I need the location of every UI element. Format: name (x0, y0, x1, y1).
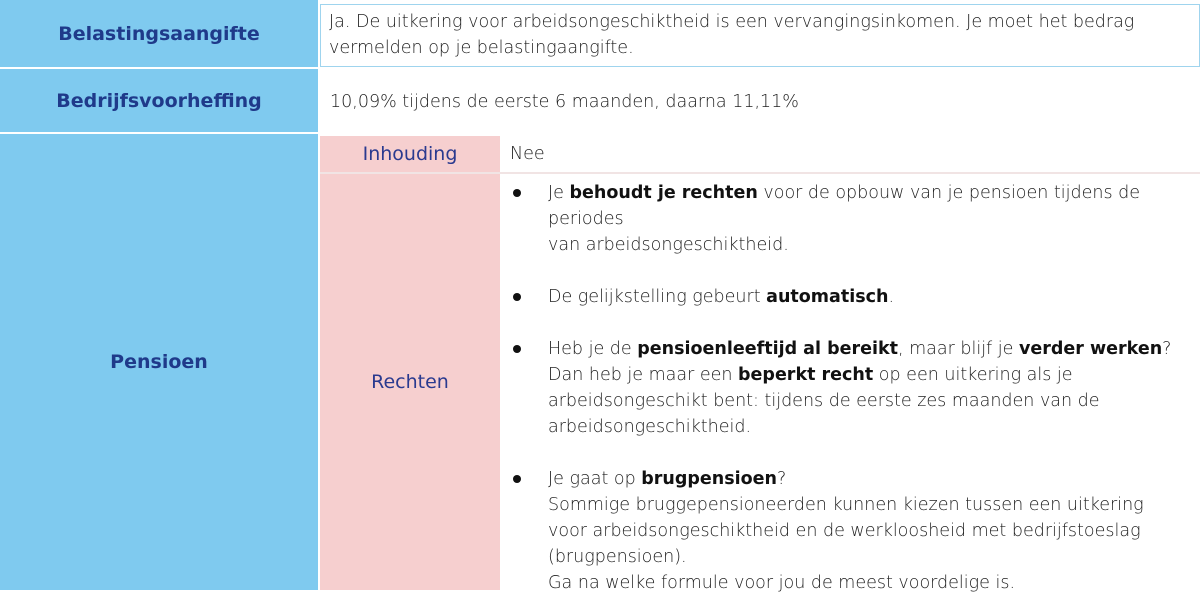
rechten-bullet-list (502, 180, 1200, 596)
bullet-3-line2: Dan heb je maar een beperkt recht op een uitkering als je (548, 365, 1073, 385)
bedrijfsvoorheffing-text: 10,09% tijdens de eerste 6 maanden, daarna 11,11% (330, 92, 799, 112)
belasting-text-line2: vermelden op je belastingaangifte. (329, 38, 634, 58)
list-item (502, 466, 1200, 596)
bullet-icon (513, 189, 521, 197)
bullet-4-line3: voor arbeidsongeschiktheid en de werkloosheid met bedrijfstoeslag (548, 521, 1141, 541)
subrow-value-inhouding (502, 136, 1200, 172)
row-value-belastingsaangifte (320, 4, 1200, 67)
subrow-header-inhouding (320, 136, 500, 172)
subrow-header-rechten (320, 174, 500, 590)
subrow-label-rechten: Rechten (371, 371, 449, 393)
row-value-bedrijfsvoorheffing (320, 69, 1200, 132)
row-label-pensioen: Pensioen (110, 351, 208, 373)
bullet-3-line1: Heb je de pensioenleeftijd al bereikt, maar blijf je verder werken? (548, 339, 1172, 359)
bullet-3-line4: arbeidsongeschiktheid. (548, 417, 752, 437)
bullet-icon (513, 475, 521, 483)
bullet-icon (513, 345, 521, 353)
list-item (502, 336, 1200, 440)
bullet-1-line2: van arbeidsongeschiktheid. (548, 235, 789, 255)
row-label-belastingsaangifte: Belastingsaangifte (58, 22, 260, 45)
subrow-label-inhouding: Inhouding (362, 143, 458, 165)
bullet-4-line5: Ga na welke formule voor jou de meest voordelige is. (548, 573, 1016, 593)
row-header-belastingsaangifte (0, 0, 318, 67)
bullet-3-line3: arbeidsongeschikt bent: tijdens de eerste zes maanden van de (548, 391, 1100, 411)
bullet-4-line4: (brugpensioen). (548, 547, 687, 567)
subrow-value-rechten (502, 174, 1200, 593)
row-header-pensioen (0, 134, 318, 590)
bullet-4-line2: Sommige bruggepensioneerden kunnen kiezen tussen een uitkering (548, 495, 1144, 515)
bullet-2-line1: De gelijkstelling gebeurt automatisch. (548, 287, 895, 307)
row-header-bedrijfsvoorheffing (0, 69, 318, 132)
belasting-text-line1: Ja. De uitkering voor arbeidsongeschiktheid is een vervangingsinkomen. Je moet het bedrag (329, 12, 1135, 32)
inhouding-text: Nee (510, 144, 545, 164)
bullet-1-line1: Je behoudt je rechten voor de opbouw van je pensioen tijdens de periodes (548, 183, 1141, 229)
row-label-bedrijfsvoorheffing: Bedrijfsvoorheffing (56, 89, 262, 112)
bullet-4-line1: Je gaat op brugpensioen? (548, 469, 787, 489)
list-item (502, 284, 1200, 310)
bullet-icon (513, 293, 521, 301)
list-item (502, 180, 1200, 258)
